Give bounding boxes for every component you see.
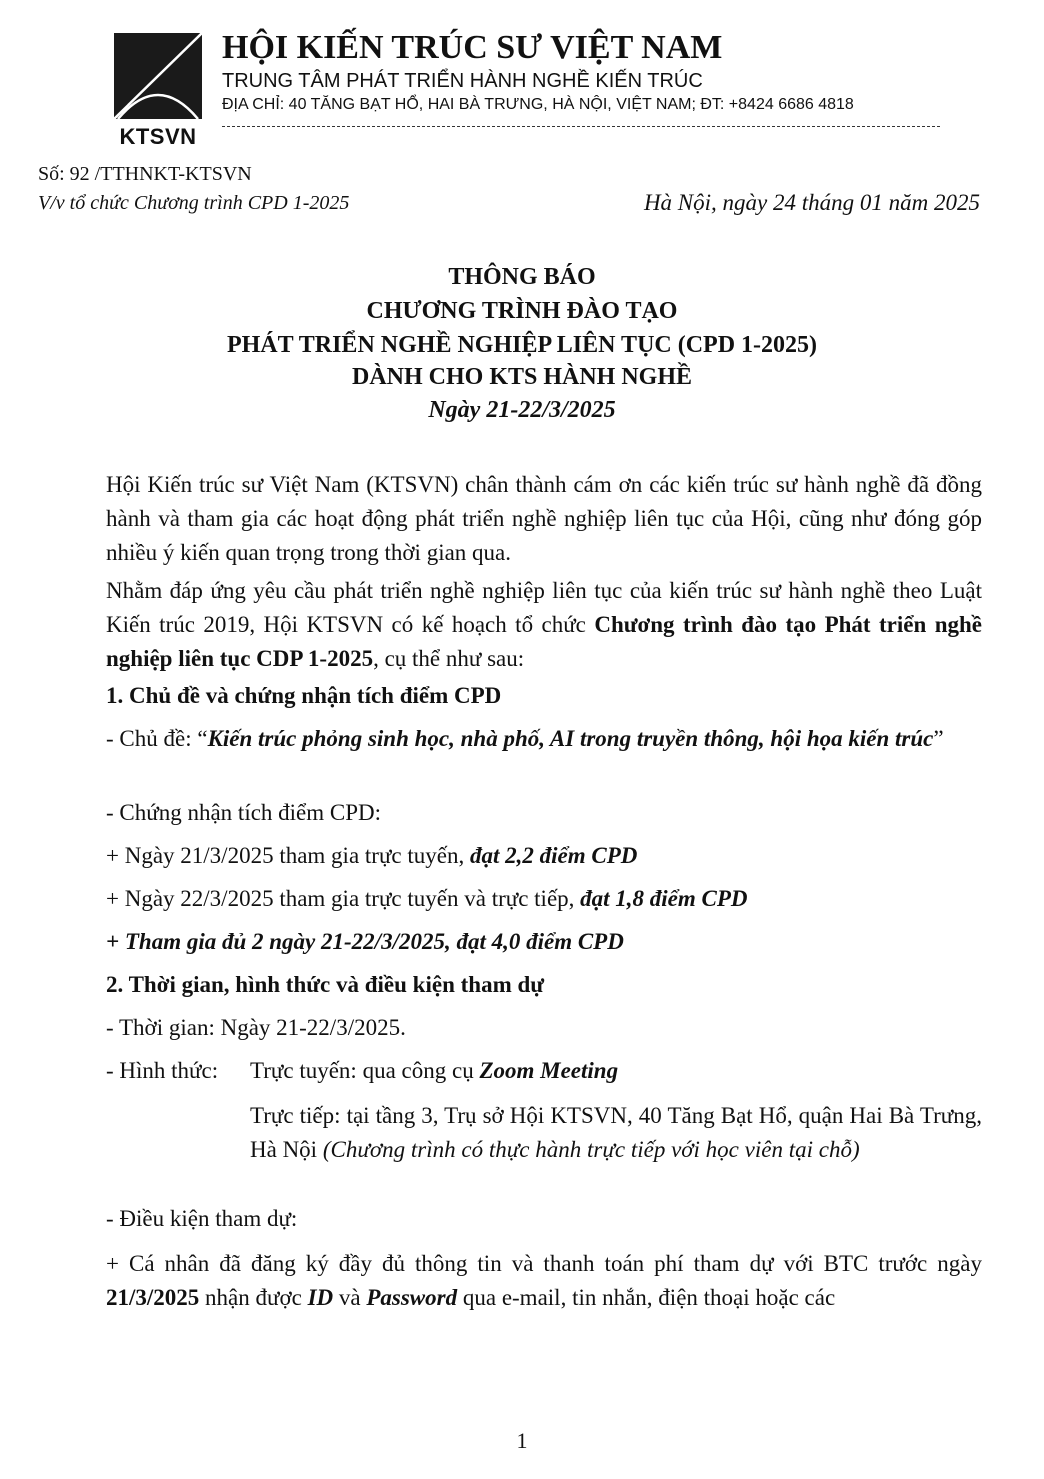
cert-2-text: + Ngày 22/3/2025 tham gia trực tuyến và trực tiếp, xyxy=(106,886,581,911)
condition-paragraph xyxy=(38,1247,982,1315)
topic-prefix: - Chủ đề: “ xyxy=(106,726,208,751)
title-line-4: DÀNH CHO KTS HÀNH NGHỀ xyxy=(351,364,693,390)
cert-label: - Chứng nhận tích điểm CPD: xyxy=(106,800,382,825)
page-number: 1 xyxy=(516,1428,528,1453)
format-online-text: Trực tuyến: qua công cụ xyxy=(250,1058,480,1083)
format-label: - Hình thức: xyxy=(106,1058,219,1083)
format-online xyxy=(250,1058,618,1084)
cert-item-3: + Tham gia đủ 2 ngày 21-22/3/2025, đạt 4,0 điểm CPD xyxy=(106,929,624,954)
condition-label: - Điều kiện tham dự: xyxy=(106,1206,298,1231)
paragraph-intro xyxy=(38,468,982,570)
section-2-heading: 2. Thời gian, hình thức và điều kiện tham dự xyxy=(106,972,545,997)
cond-deadline: 21/3/2025 xyxy=(106,1285,200,1310)
time-line: - Thời gian: Ngày 21-22/3/2025. xyxy=(106,1015,406,1040)
title-line-3: PHÁT TRIỂN NGHỀ NGHIỆP LIÊN TỤC (CPD 1-2025) xyxy=(226,332,818,358)
program-name: Chương trình đào tạo Phát triển nghề nghiệp liên tục CDP 1-2025 xyxy=(106,612,982,671)
cert-item-2 xyxy=(106,886,748,912)
plan-text-a: Nhằm đáp ứng yêu cầu phát triển nghề nghiệp liên tục của kiến trúc sư hành nghề theo Luật Kiến trúc 2019, Hội KTSVN có kế hoạch tổ chức xyxy=(106,578,982,637)
format-offline-text: Trực tiếp: tại tầng 3, Trụ sở Hội KTSVN, 40 Tăng Bạt Hổ, quận Hai Bà Trưng, Hà Nội xyxy=(250,1103,982,1162)
org-address: ĐỊA CHỈ: 40 TĂNG BẠT HỔ, HAI BÀ TRƯNG, HÀ NỘI, VIỆT NAM; ĐT: +8424 6686 4818 xyxy=(222,96,854,113)
paragraph-intro-text: Hội Kiến trúc sư Việt Nam (KTSVN) chân thành cám ơn các kiến trúc sư hành nghề đã đồng hành và tham gia các hoạt động phát triển nghề nghiệp liên tục của Hội, cũng như đóng góp nhiều ý kiến quan trọng trong thời gian qua. xyxy=(106,472,982,565)
plan-text-c: , cụ thể như sau: xyxy=(373,646,525,671)
title-line-1: THÔNG BÁO xyxy=(448,264,596,290)
place-date: Hà Nội, ngày 24 tháng 01 năm 2025 xyxy=(643,190,980,215)
topic-suffix: ” xyxy=(933,726,944,751)
topic-paragraph xyxy=(38,722,982,756)
org-name: HỘI KIẾN TRÚC SƯ VIỆT NAM xyxy=(222,29,723,66)
cert-1-points: đạt 2,2 điểm CPD xyxy=(469,843,638,868)
cond-text-c: nhận được xyxy=(199,1285,308,1310)
center-name: TRUNG TÂM PHÁT TRIỂN HÀNH NGHỀ KIẾN TRÚC xyxy=(222,70,703,92)
cond-id: ID xyxy=(307,1285,334,1310)
cond-text-a: + Cá nhân đã đăng ký đầy đủ thông tin và thanh toán phí tham dự với BTC trước ngày xyxy=(106,1251,982,1276)
title-line-5: Ngày 21-22/3/2025 xyxy=(428,397,616,423)
cert-2-points: đạt 1,8 điểm CPD xyxy=(580,886,748,911)
logo-label: KTSVN xyxy=(119,124,197,149)
document-number: Số: 92 /TTHNKT-KTSVN xyxy=(38,163,252,185)
format-online-tool: Zoom Meeting xyxy=(479,1058,619,1083)
format-offline-note: (Chương trình có thực hành trực tiếp với học viên tại chỗ) xyxy=(322,1137,860,1162)
paragraph-plan xyxy=(38,574,982,676)
cert-item-1 xyxy=(106,843,637,869)
title-line-2: CHƯƠNG TRÌNH ĐÀO TẠO xyxy=(366,298,678,324)
cert-1-text: + Ngày 21/3/2025 tham gia trực tuyến, xyxy=(106,843,470,868)
header-divider xyxy=(222,126,940,127)
cond-text-g: qua e-mail, tin nhắn, điện thoại hoặc các xyxy=(457,1285,836,1310)
document-subject: V/v tổ chức Chương trình CPD 1-2025 xyxy=(38,192,350,214)
format-offline xyxy=(250,1099,982,1167)
topic-text: Kiến trúc phỏng sinh học, nhà phố, AI trong truyền thông, hội họa kiến trúc xyxy=(207,726,934,751)
cond-text-e: và xyxy=(333,1285,367,1310)
ktsvn-logo xyxy=(114,33,202,119)
section-1-heading: 1. Chủ đề và chứng nhận tích điểm CPD xyxy=(106,683,502,708)
cond-password: Password xyxy=(366,1285,458,1310)
